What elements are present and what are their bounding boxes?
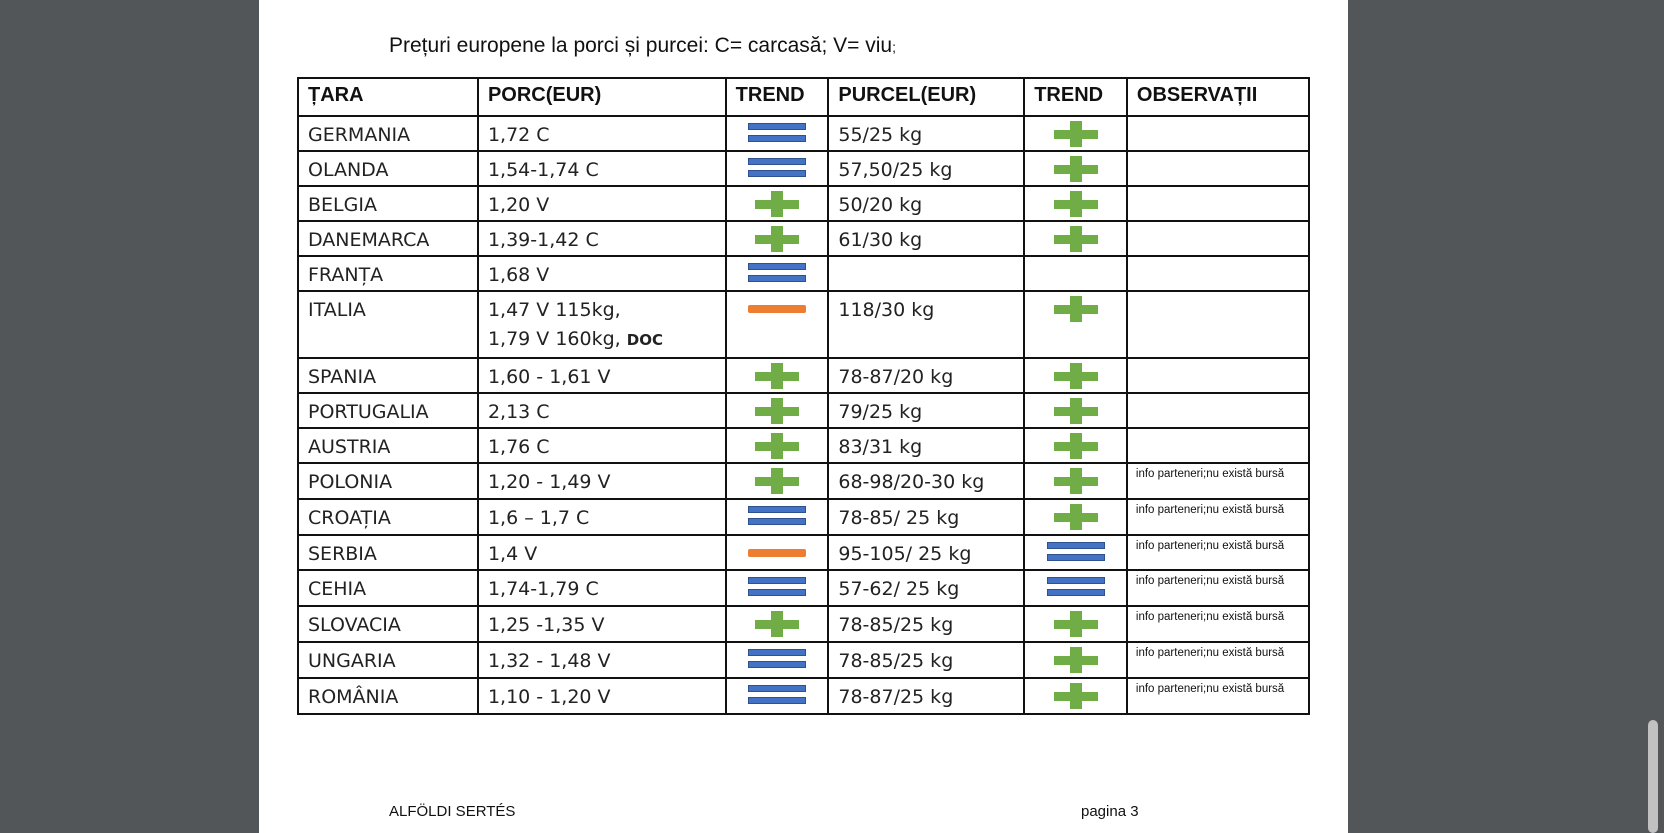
equal-trend-icon xyxy=(748,263,806,283)
cell-porc xyxy=(478,358,726,393)
cell-purcel xyxy=(828,256,1024,291)
porc-value: 1,74-1,79 C xyxy=(487,578,599,600)
plus-trend-icon xyxy=(755,226,799,252)
cell-observatii: info parteneri;nu există bursă xyxy=(1127,642,1309,678)
cell-country: DANEMARCA xyxy=(298,221,478,256)
plus-trend-icon xyxy=(1054,226,1098,252)
cell-observatii xyxy=(1127,221,1309,256)
minus-trend-icon xyxy=(748,305,806,313)
cell-country: SPANIA xyxy=(298,358,478,393)
cell-country: CROAȚIA xyxy=(298,499,478,535)
cell-observatii: info parteneri;nu există bursă xyxy=(1127,499,1309,535)
cell-observatii xyxy=(1127,186,1309,221)
cell-purcel-trend xyxy=(1024,642,1127,678)
cell-purcel: 95-105/ 25 kg xyxy=(828,535,1024,570)
cell-country: ROMÂNIA xyxy=(298,678,478,714)
table-row xyxy=(298,116,1309,151)
plus-trend-icon xyxy=(755,363,799,389)
plus-trend-icon xyxy=(1054,191,1098,217)
table-row xyxy=(298,256,1309,291)
cell-porc-trend xyxy=(726,151,829,186)
plus-trend-icon xyxy=(1054,363,1098,389)
header-country: ȚARA xyxy=(298,78,478,116)
plus-trend-icon xyxy=(755,433,799,459)
cell-purcel: 79/25 kg xyxy=(828,393,1024,428)
cell-purcel-trend xyxy=(1024,151,1127,186)
cell-porc-trend xyxy=(726,642,829,678)
table-row xyxy=(298,151,1309,186)
header-porc: PORC(EUR) xyxy=(478,78,726,116)
table-row xyxy=(298,393,1309,428)
porc-note: DOC xyxy=(626,331,663,349)
plus-trend-icon xyxy=(1054,647,1098,673)
cell-purcel: 78-85/ 25 kg xyxy=(828,499,1024,535)
cell-purcel: 78-87/25 kg xyxy=(828,678,1024,714)
porc-value: 1,10 - 1,20 V xyxy=(487,686,611,708)
cell-observatii xyxy=(1127,358,1309,393)
cell-observatii xyxy=(1127,428,1309,463)
cell-porc xyxy=(478,642,726,678)
porc-value: 1,32 - 1,48 V xyxy=(487,650,611,672)
cell-purcel-trend xyxy=(1024,499,1127,535)
footer-company: ALFÖLDI SERTÉS xyxy=(389,803,516,820)
cell-observatii xyxy=(1127,151,1309,186)
cell-porc-trend xyxy=(726,186,829,221)
cell-porc-trend xyxy=(726,291,829,358)
plus-trend-icon xyxy=(755,611,799,637)
cell-porc xyxy=(478,499,726,535)
cell-porc xyxy=(478,393,726,428)
cell-porc xyxy=(478,151,726,186)
cell-porc-trend xyxy=(726,428,829,463)
cell-porc xyxy=(478,428,726,463)
porc-value: 1,72 C xyxy=(487,124,550,146)
porc-value: 1,25 -1,35 V xyxy=(487,614,605,636)
cell-porc xyxy=(478,221,726,256)
cell-observatii: info parteneri;nu există bursă xyxy=(1127,535,1309,570)
table-row xyxy=(298,463,1309,499)
porc-value: 1,4 V xyxy=(487,543,538,565)
cell-purcel-trend xyxy=(1024,186,1127,221)
cell-country: AUSTRIA xyxy=(298,428,478,463)
plus-trend-icon xyxy=(1054,683,1098,709)
cell-purcel-trend xyxy=(1024,678,1127,714)
cell-porc xyxy=(478,291,726,358)
footer-page-number: pagina 3 xyxy=(1081,803,1139,820)
equal-trend-icon xyxy=(1047,542,1105,562)
table-row xyxy=(298,642,1309,678)
cell-porc xyxy=(478,606,726,642)
cell-purcel: 55/25 kg xyxy=(828,116,1024,151)
cell-country: SERBIA xyxy=(298,535,478,570)
table-row xyxy=(298,678,1309,714)
cell-purcel: 57-62/ 25 kg xyxy=(828,570,1024,606)
plus-trend-icon xyxy=(1054,156,1098,182)
plus-trend-icon xyxy=(1054,398,1098,424)
cell-observatii xyxy=(1127,256,1309,291)
cell-porc xyxy=(478,463,726,499)
plus-trend-icon xyxy=(1054,504,1098,530)
cell-country: FRANȚA xyxy=(298,256,478,291)
cell-purcel-trend xyxy=(1024,463,1127,499)
cell-porc-trend xyxy=(726,535,829,570)
cell-country: GERMANIA xyxy=(298,116,478,151)
header-purcel-trend: TREND xyxy=(1024,78,1127,116)
equal-trend-icon xyxy=(748,649,806,669)
cell-purcel: 68-98/20-30 kg xyxy=(828,463,1024,499)
page-title xyxy=(389,34,896,58)
cell-purcel: 78-85/25 kg xyxy=(828,606,1024,642)
vertical-scrollbar[interactable] xyxy=(1643,0,1664,833)
cell-porc-trend xyxy=(726,606,829,642)
cell-porc xyxy=(478,186,726,221)
prices-table xyxy=(297,77,1310,715)
cell-porc-trend xyxy=(726,116,829,151)
table-row xyxy=(298,499,1309,535)
cell-purcel-trend xyxy=(1024,116,1127,151)
table-header-row xyxy=(298,78,1309,116)
cell-purcel-trend xyxy=(1024,535,1127,570)
porc-value: 1,20 V xyxy=(487,194,550,216)
table-row xyxy=(298,291,1309,358)
porc-value: 1,68 V xyxy=(487,264,550,286)
cell-porc-trend xyxy=(726,358,829,393)
equal-trend-icon xyxy=(748,577,806,597)
table-row xyxy=(298,221,1309,256)
cell-purcel-trend xyxy=(1024,606,1127,642)
porc-value: 1,54-1,74 C xyxy=(487,159,599,181)
cell-purcel-trend xyxy=(1024,291,1127,358)
cell-porc-trend xyxy=(726,221,829,256)
scrollbar-thumb[interactable] xyxy=(1648,720,1658,833)
table-row xyxy=(298,186,1309,221)
cell-purcel-trend xyxy=(1024,393,1127,428)
cell-observatii xyxy=(1127,393,1309,428)
plus-trend-icon xyxy=(1054,433,1098,459)
equal-trend-icon xyxy=(748,685,806,705)
porc-value: 1,6 – 1,7 C xyxy=(487,507,590,529)
cell-porc xyxy=(478,116,726,151)
plus-trend-icon xyxy=(1054,611,1098,637)
cell-porc xyxy=(478,535,726,570)
cell-country: POLONIA xyxy=(298,463,478,499)
porc-value: 1,20 - 1,49 V xyxy=(487,471,611,493)
table-row xyxy=(298,428,1309,463)
cell-porc-trend xyxy=(726,678,829,714)
cell-porc xyxy=(478,256,726,291)
cell-country: ITALIA xyxy=(298,291,478,358)
cell-country: BELGIA xyxy=(298,186,478,221)
cell-country: PORTUGALIA xyxy=(298,393,478,428)
porc-value-line2: 1,79 V 160kg, xyxy=(487,328,621,350)
plus-trend-icon xyxy=(755,191,799,217)
header-porc-trend: TREND xyxy=(726,78,829,116)
table-row xyxy=(298,606,1309,642)
cell-porc-trend xyxy=(726,463,829,499)
cell-purcel-trend xyxy=(1024,358,1127,393)
cell-purcel: 118/30 kg xyxy=(828,291,1024,358)
cell-purcel: 61/30 kg xyxy=(828,221,1024,256)
minus-trend-icon xyxy=(748,549,806,557)
cell-country: CEHIA xyxy=(298,570,478,606)
cell-purcel-trend xyxy=(1024,570,1127,606)
cell-purcel-trend xyxy=(1024,221,1127,256)
table-row xyxy=(298,535,1309,570)
equal-trend-icon xyxy=(748,506,806,526)
plus-trend-icon xyxy=(755,398,799,424)
cell-purcel: 50/20 kg xyxy=(828,186,1024,221)
plus-trend-icon xyxy=(1054,121,1098,147)
equal-trend-icon xyxy=(748,123,806,143)
title-text: Prețuri europene la porci și purcei: C= carcasă; V= viu xyxy=(389,34,893,57)
plus-trend-icon xyxy=(1054,296,1098,322)
porc-value: 2,13 C xyxy=(487,401,550,423)
cell-purcel-trend xyxy=(1024,428,1127,463)
header-observatii: OBSERVAȚII xyxy=(1127,78,1309,116)
cell-country: OLANDA xyxy=(298,151,478,186)
header-purcel: PURCEL(EUR) xyxy=(828,78,1024,116)
cell-purcel: 57,50/25 kg xyxy=(828,151,1024,186)
cell-purcel: 78-85/25 kg xyxy=(828,642,1024,678)
cell-porc-trend xyxy=(726,393,829,428)
cell-purcel-trend xyxy=(1024,256,1127,291)
cell-observatii: info parteneri;nu există bursă xyxy=(1127,606,1309,642)
equal-trend-icon xyxy=(1047,577,1105,597)
equal-trend-icon xyxy=(748,158,806,178)
porc-value: 1,47 V 115kg, xyxy=(487,299,621,321)
cell-purcel: 78-87/20 kg xyxy=(828,358,1024,393)
cell-observatii: info parteneri;nu există bursă xyxy=(1127,463,1309,499)
document-page xyxy=(259,0,1348,833)
cell-porc xyxy=(478,678,726,714)
cell-porc-trend xyxy=(726,256,829,291)
cell-country: UNGARIA xyxy=(298,642,478,678)
cell-observatii xyxy=(1127,291,1309,358)
cell-observatii: info parteneri;nu există bursă xyxy=(1127,570,1309,606)
cell-porc xyxy=(478,570,726,606)
table-body xyxy=(298,116,1309,714)
cell-observatii xyxy=(1127,116,1309,151)
plus-trend-icon xyxy=(1054,468,1098,494)
title-suffix: ; xyxy=(892,39,896,55)
table-row xyxy=(298,358,1309,393)
porc-value: 1,76 C xyxy=(487,436,550,458)
table-row xyxy=(298,570,1309,606)
cell-porc-trend xyxy=(726,499,829,535)
cell-observatii: info parteneri;nu există bursă xyxy=(1127,678,1309,714)
porc-value: 1,60 - 1,61 V xyxy=(487,366,611,388)
cell-country: SLOVACIA xyxy=(298,606,478,642)
porc-value: 1,39-1,42 C xyxy=(487,229,599,251)
plus-trend-icon xyxy=(755,468,799,494)
cell-purcel: 83/31 kg xyxy=(828,428,1024,463)
cell-porc-trend xyxy=(726,570,829,606)
